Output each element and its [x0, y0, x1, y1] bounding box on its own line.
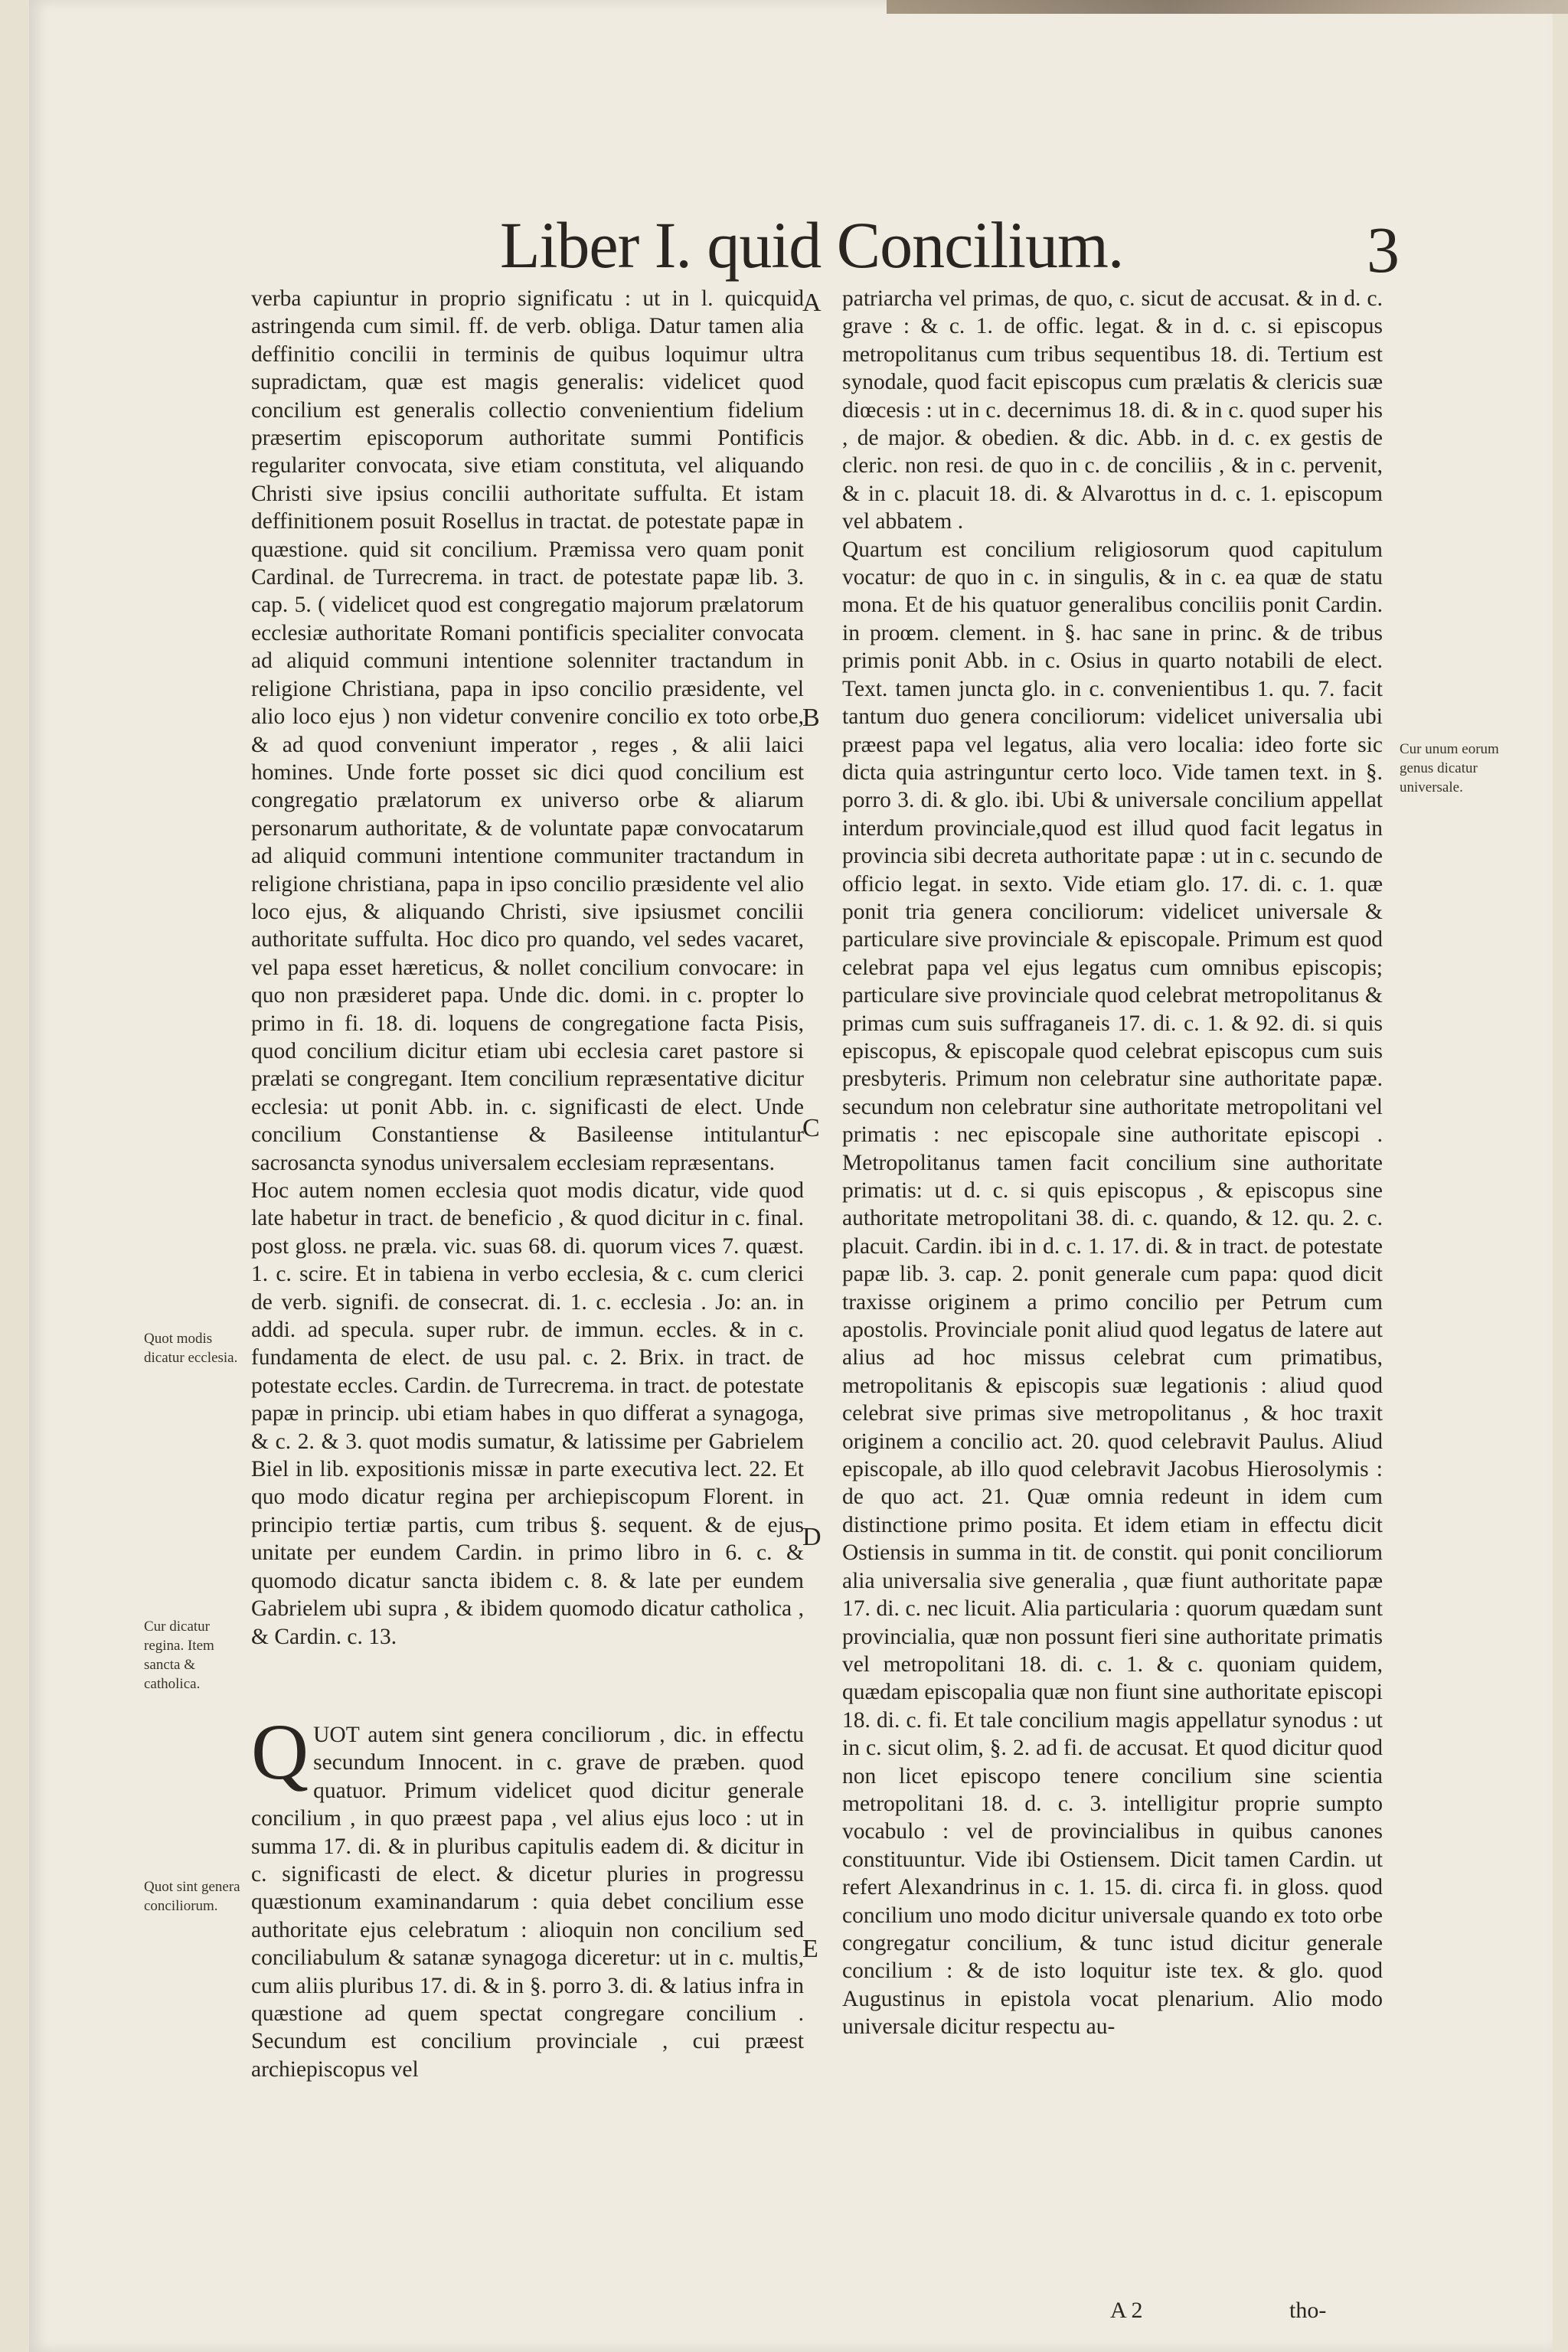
page-header	[251, 207, 1400, 291]
section-letter-c: C	[802, 1114, 820, 1142]
margin-note-genera: Quot sint genera conciliorum.	[144, 1879, 240, 1914]
paragraph-quartum: Quartum est concilium religiosorum quod capitulum vocatur: de quo in c. in singulis, & in c. ea quæ de statu mona. Et de his quatuor generalibus conciliis ponit Cardin. in proœm. clement. in §. hac sane in princ. & de tribus primis ponit Abb. in c. Osius in quarto notabili de elect. Text. tamen juncta glo. in c. convenientibus 1. qu. 7. facit tantum duo genera conciliorum: videlicet universalia ubi præest papa vel legatus, alia vero localia: ideo forte sic dicta quia astringuntur certo loco. Vide tamen text. in §. porro 3. di. & glo. ibi. Ubi & universale concilium appellat interdum provinciale,quod est illud quod facit legatus in provincia sibi decreta authoritate papæ : ut in c. secundo de officio legat. in sexto. Vide etiam glo. 17. di. c. 1. quæ ponit tria genera conciliorum: videlicet universale & particulare sive provinciale & episcopale. Primum est quod celebrat papa vel ejus legatus cum omnibus episcopis; particulare sive provinciale quod celebrat metropolitanus & primas cum suis suffraganeis 17. di. c. 1. & 92. di. si quis episcopus, & episcopale quod celebrat episcopus cum suis presbyteris. Primum non celebratur sine authoritate papæ. secundum non celebratur sine authoritate metropolitani vel primatis : nec episcopale sine authoritate episcopi . Metropolitanus tamen facit concilium sine authoritate primatis: ut d. c. si quis episcopus , & episcopus sine authoritate metropolitani 38. di. c. quando, & 12. qu. 2. c. placuit. Cardin. ibi in d. c. 1. 17. di. & in tract. de potestate papæ lib. 3. cap. 2. ponit generale cum papa: quod dicit traxisse originem a primo concilio per Petrum cum apostolis. Provinciale ponit aliud quod legatus de latere aut alius ad hoc missus celebrat cum primatibus, metropolitanis & episcopis suæ legationis : aliud quod celebrat sive primas sive metropolitanus , & hoc traxit originem a concilio act. 20. quod celebravit Paulus. Aliud episcopale, ab illo quod celebravit Jacobus Hierosolymis : de quo act. 21. Quæ omnia redeunt in idem cum distinctione primo posita. Et idem etiam in effectu dicit Ostiensis in summa in tit. de constit. qui ponit conciliorum alia universalia sive generalia , quæ fiunt authoritate papæ 17. di. c. nec licuit. Alia particularia : quorum quædam sunt provincialia, quæ non possunt fieri sine authoritate primatis vel metropolitani 18. di. c. 1. & c. quoniam quidem, quædam episcopalia quæ non fiunt sine authoritate episcopi 18. di. c. fi. Et tale concilium magis appellatur synodus : ut in c. sicut olim, §. 2. ad fi. de accusat. Et quod dicitur quod non licet episcopo tenere concilium sine scientia metropolitani 18. d. c. 3. intelligitur proprie sumpto vocabulo : vel de provincialibus in quibus canones constituuntur. Vide ibi Ostiensem. Dicit tamen Cardin. ut refert Alexandrinus in c. 1. 15. di. circa fi. in gloss. quod concilium uno modo dicitur universale quando ex toto orbe congregatur concilium, & tunc istud dicitur generale concilium : & de isto loquitur iste tex. & glo. quod Augustinus in epistola vocat plenarium. Alio modo universale dicitur respectu au-	[842, 537, 1383, 2040]
left-column	[251, 285, 804, 2083]
paragraph-definition: verba capiuntur in proprio significatu : ut in l. quicquid astringenda cum simil. ff. de verb. obliga. Datur tamen alia deffinitio concilii in terminis de quibus loquimur ultra supradictam, quæ est magis generalis: videlicet quod concilium est generalis collectio convenientium fidelium præsertim episcoporum authoritate summi Pontificis regulariter convocata, sive etiam constituta, vel aliquando Christi sive ipsius concilii authoritate suffulta. Et istam deffinitionem posuit Rosellus in tractat. de potestate papæ in quæstione. quid sit concilium. Præmissa vero quam ponit Cardinal. de Turrecrema. in tract. de potestate papæ lib. 3. cap. 5. ( videlicet quod est congregatio majorum prælatorum ecclesiæ authoritate Romani pontificis specialiter convocata ad aliquid communi intentione solenniter tractandum in religione Christiana, papa in ipso concilio præsidente, vel alio loco ejus ) non videtur convenire concilio ex toto orbe, & ad quod conveniunt imperator , reges , & alii laici homines. Unde forte posset sic dici quod concilium est congregatio prælatorum ex universo orbe & aliarum personarum authoritate, & de voluntate papæ convocatarum ad aliquid communi intentione communiter tractandum in religione christiana, papa in ipso concilio præsidente vel alio loco ejus, & aliquando Christi, sive ipsiusmet concilii authoritate suffulta. Hoc dico pro quando, vel sedes vacaret, vel papa esset hæreticus, & nollet concilium convocare: in quo non præsideret papa. Unde dic. domi. in c. propter lo primo in fi. 18. di. loquens de congregatione facta Pisis, quod concilium dicitur etiam ubi ecclesia caret pastore si prælati se congregant. Item concilium repræsentative dicitur ecclesia: ut ponit Abb. in. c. significasti de elect. Unde concilium Constantiense & Basileense intitulantur sacrosancta synodus universalem ecclesiam repræsentans.	[251, 286, 804, 1175]
catchword: tho-	[1289, 2298, 1327, 2323]
section-letter-b: B	[802, 704, 820, 732]
book-page	[29, 0, 1553, 2352]
paragraph-genera	[251, 1707, 804, 2083]
drop-cap: Q	[251, 1707, 309, 1796]
paragraph-ecclesia: Hoc autem nomen ecclesia quot modis dicatur, vide quod late habetur in tract. de beneficio , & quod dicitur in c. final. post gloss. ne præla. vic. suas 68. di. quorum vices 7. quæst. 1. c. scire. Et in tabiena in verbo ecclesia, & c. cum clerici de verb. signifi. de consecrat. di. 1. c. ecclesia . Jo: an. in addi. ad specula. super rubr. de immun. eccles. & in c. fundamenta de elect. de usu pal. c. 2. Brix. in tract. de potestate eccles. Cardin. de Turrecrema. in tract. de potestate papæ in princip. ubi etiam habes in quo differat a synagoga, & c. 2. & 3. quot modis sumatur, & latissime per Gabrielem Biel in lib. expositionis missæ in parte executiva lect. 22. Et quo modo dicatur regina per archiepiscopum Florent. in principio tertiæ partis, cum tribus §. sequent. & de ejus unitate per eundem Cardin. in primo libro in 6. c. & quomodo dicatur sancta ibidem c. 8. & late per eundem Gabrielem ubi supra , & ibidem quomodo dicatur catholica , & Cardin. c. 13.	[251, 1178, 804, 1649]
paragraph-continuation: patriarcha vel primas, de quo, c. sicut de accusat. & in d. c. grave : & c. 1. de offic. legat. & in d. c. si episcopus metropolitanus cum tribus sequentibus 18. di. Tertium est synodale, quod facit episcopus cum prælatis & clericis suæ diœcesis : ut in c. decernimus 18. di. & in c. quod super his , de major. & obedien. & dic. Abb. in d. c. ex gestis de cleric. non resi. de quo in c. de conciliis , & in c. pervenit, & in c. placuit 18. di. & Alvarottus in d. c. 1. episcopum vel abbatem .	[842, 286, 1383, 534]
section-letter-a: A	[802, 289, 822, 317]
section-letter-d: D	[802, 1523, 822, 1551]
margin-note-regina: Cur dicatur regina. Item sancta & catholica.	[144, 1619, 214, 1692]
signature-mark: A 2	[1110, 2298, 1143, 2323]
section-letter-e: E	[802, 1935, 818, 1963]
margin-note-ecclesia: Quot modis dicatur ecclesia.	[144, 1331, 238, 1366]
running-title: Liber I. quid Concilium.	[500, 208, 1124, 282]
page-edge-strip	[887, 0, 1568, 14]
paragraph-gap	[251, 1651, 804, 1721]
page-number: 3	[1367, 213, 1400, 286]
margin-note-universale: Cur unum eorum genus dicatur universale.	[1400, 741, 1499, 795]
paragraph-genera-text: UOT autem sint genera conciliorum , dic. in effectu secundum Innocent. in c. grave de præben. quod quatuor. Primum videlicet quod dicitur generale concilium , in quo præest papa , vel alius ejus loco : ut in summa 17. di. & in pluribus capitulis eadem di. & dicitur in c. significasti de elect. & dicetur pluries in progressu quæstionum examinandarum : quia debet concilium esse authoritate ejus celebratum : alioquin non concilium sed conciliabulum & satanæ synagoga diceretur: ut in c. multis, cum aliis pluribus 17. di. & in §. porro 3. di. & latius infra in quæstione ad quem spectat congregare concilium . Secundum est concilium provinciale , cui præest archiepiscopus vel	[251, 1722, 804, 2082]
right-column	[842, 285, 1383, 2041]
